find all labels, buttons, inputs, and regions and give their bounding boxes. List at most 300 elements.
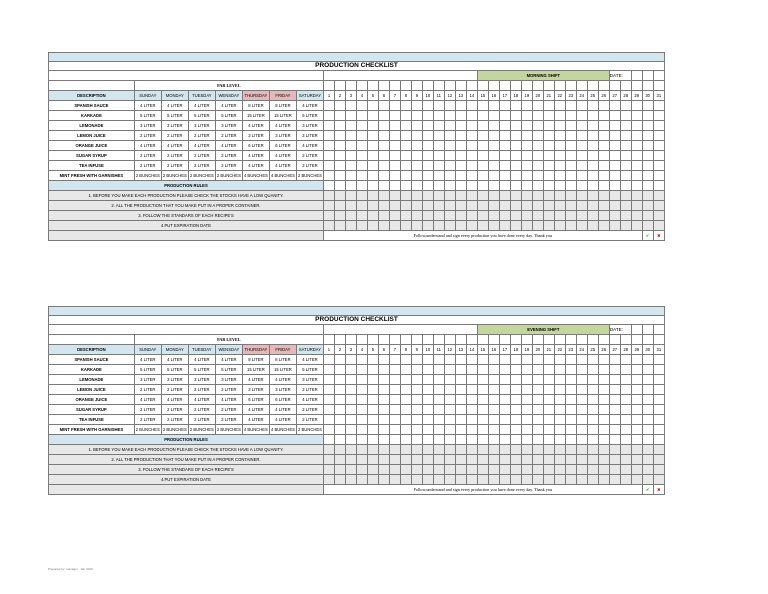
sign-cell[interactable] <box>653 365 664 375</box>
sign-cell[interactable] <box>642 375 653 385</box>
sign-cell[interactable] <box>334 161 345 171</box>
sign-cell[interactable] <box>631 375 642 385</box>
sign-cell[interactable] <box>400 395 411 405</box>
sign-cell[interactable] <box>477 161 488 171</box>
sign-cell[interactable] <box>422 395 433 405</box>
date-field[interactable] <box>653 71 664 81</box>
sign-cell[interactable] <box>620 385 631 395</box>
sign-cell[interactable] <box>565 385 576 395</box>
sign-cell[interactable] <box>400 355 411 365</box>
sign-cell[interactable] <box>455 375 466 385</box>
sign-cell[interactable] <box>587 171 598 181</box>
sign-cell[interactable] <box>554 375 565 385</box>
sign-cell[interactable] <box>378 131 389 141</box>
sign-cell[interactable] <box>422 121 433 131</box>
sign-cell[interactable] <box>587 131 598 141</box>
sign-cell[interactable] <box>609 151 620 161</box>
sign-cell[interactable] <box>466 111 477 121</box>
sign-cell[interactable] <box>543 395 554 405</box>
sign-cell[interactable] <box>521 171 532 181</box>
sign-cell[interactable] <box>356 405 367 415</box>
sign-cell[interactable] <box>532 385 543 395</box>
sign-cell[interactable] <box>411 385 422 395</box>
sign-cell[interactable] <box>565 425 576 435</box>
sign-cell[interactable] <box>499 415 510 425</box>
sign-cell[interactable] <box>400 435 411 445</box>
sign-cell[interactable] <box>345 435 356 445</box>
check-icon[interactable]: ✔ <box>642 485 653 495</box>
sign-cell[interactable] <box>620 181 631 191</box>
sign-cell[interactable] <box>653 111 664 121</box>
sign-cell[interactable] <box>444 425 455 435</box>
sign-cell[interactable] <box>334 141 345 151</box>
sign-cell[interactable] <box>422 151 433 161</box>
sign-cell[interactable] <box>400 171 411 181</box>
sign-cell[interactable] <box>521 151 532 161</box>
sign-cell[interactable] <box>444 161 455 171</box>
sign-cell[interactable] <box>400 161 411 171</box>
sign-cell[interactable] <box>334 365 345 375</box>
sign-cell[interactable] <box>631 161 642 171</box>
sign-cell[interactable] <box>587 405 598 415</box>
sign-cell[interactable] <box>587 395 598 405</box>
sign-cell[interactable] <box>466 395 477 405</box>
sign-cell[interactable] <box>367 151 378 161</box>
sign-cell[interactable] <box>543 415 554 425</box>
sign-cell[interactable] <box>389 131 400 141</box>
sign-cell[interactable] <box>609 405 620 415</box>
sign-cell[interactable] <box>433 375 444 385</box>
sign-cell[interactable] <box>367 121 378 131</box>
sign-cell[interactable] <box>620 171 631 181</box>
sign-cell[interactable] <box>411 435 422 445</box>
sign-cell[interactable] <box>378 405 389 415</box>
sign-cell[interactable] <box>367 131 378 141</box>
sign-cell[interactable] <box>587 385 598 395</box>
sign-cell[interactable] <box>477 101 488 111</box>
sign-cell[interactable] <box>488 355 499 365</box>
sign-cell[interactable] <box>466 161 477 171</box>
sign-cell[interactable] <box>477 375 488 385</box>
sign-cell[interactable] <box>422 171 433 181</box>
sign-cell[interactable] <box>653 161 664 171</box>
sign-cell[interactable] <box>510 375 521 385</box>
sign-cell[interactable] <box>389 415 400 425</box>
sign-cell[interactable] <box>554 151 565 161</box>
sign-cell[interactable] <box>389 385 400 395</box>
sign-cell[interactable] <box>565 101 576 111</box>
sign-cell[interactable] <box>598 131 609 141</box>
sign-cell[interactable] <box>334 405 345 415</box>
sign-cell[interactable] <box>554 355 565 365</box>
sign-cell[interactable] <box>543 121 554 131</box>
sign-cell[interactable] <box>356 425 367 435</box>
sign-cell[interactable] <box>345 151 356 161</box>
sign-cell[interactable] <box>532 101 543 111</box>
sign-cell[interactable] <box>334 111 345 121</box>
sign-cell[interactable] <box>642 355 653 365</box>
sign-cell[interactable] <box>620 161 631 171</box>
sign-cell[interactable] <box>389 151 400 161</box>
sign-cell[interactable] <box>488 161 499 171</box>
sign-cell[interactable] <box>378 141 389 151</box>
sign-cell[interactable] <box>411 355 422 365</box>
sign-cell[interactable] <box>400 131 411 141</box>
sign-cell[interactable] <box>620 151 631 161</box>
sign-cell[interactable] <box>642 171 653 181</box>
sign-cell[interactable] <box>345 415 356 425</box>
sign-cell[interactable] <box>334 415 345 425</box>
sign-cell[interactable] <box>477 131 488 141</box>
sign-cell[interactable] <box>477 435 488 445</box>
sign-cell[interactable] <box>576 435 587 445</box>
sign-cell[interactable] <box>378 415 389 425</box>
sign-cell[interactable] <box>356 355 367 365</box>
sign-cell[interactable] <box>411 415 422 425</box>
sign-cell[interactable] <box>378 395 389 405</box>
sign-cell[interactable] <box>400 151 411 161</box>
sign-cell[interactable] <box>598 385 609 395</box>
sign-cell[interactable] <box>367 161 378 171</box>
sign-cell[interactable] <box>345 121 356 131</box>
sign-cell[interactable] <box>587 425 598 435</box>
sign-cell[interactable] <box>345 405 356 415</box>
sign-cell[interactable] <box>499 141 510 151</box>
sign-cell[interactable] <box>521 111 532 121</box>
sign-cell[interactable] <box>400 365 411 375</box>
sign-cell[interactable] <box>543 365 554 375</box>
sign-cell[interactable] <box>411 131 422 141</box>
sign-cell[interactable] <box>345 131 356 141</box>
sign-cell[interactable] <box>609 181 620 191</box>
sign-cell[interactable] <box>609 171 620 181</box>
sign-cell[interactable] <box>367 141 378 151</box>
sign-cell[interactable] <box>510 435 521 445</box>
sign-cell[interactable] <box>499 395 510 405</box>
date-field[interactable] <box>642 71 653 81</box>
sign-cell[interactable] <box>499 365 510 375</box>
sign-cell[interactable] <box>356 385 367 395</box>
sign-cell[interactable] <box>499 435 510 445</box>
sign-cell[interactable] <box>510 101 521 111</box>
sign-cell[interactable] <box>576 111 587 121</box>
sign-cell[interactable] <box>576 375 587 385</box>
sign-cell[interactable] <box>433 151 444 161</box>
sign-cell[interactable] <box>653 425 664 435</box>
sign-cell[interactable] <box>422 405 433 415</box>
sign-cell[interactable] <box>642 415 653 425</box>
sign-cell[interactable] <box>587 435 598 445</box>
sign-cell[interactable] <box>620 415 631 425</box>
sign-cell[interactable] <box>510 395 521 405</box>
sign-cell[interactable] <box>631 425 642 435</box>
sign-cell[interactable] <box>422 385 433 395</box>
sign-cell[interactable] <box>631 435 642 445</box>
sign-cell[interactable] <box>609 131 620 141</box>
sign-cell[interactable] <box>521 365 532 375</box>
sign-cell[interactable] <box>510 365 521 375</box>
sign-cell[interactable] <box>631 395 642 405</box>
sign-cell[interactable] <box>554 405 565 415</box>
sign-cell[interactable] <box>411 171 422 181</box>
sign-cell[interactable] <box>576 405 587 415</box>
sign-cell[interactable] <box>389 365 400 375</box>
sign-cell[interactable] <box>378 151 389 161</box>
sign-cell[interactable] <box>565 141 576 151</box>
sign-cell[interactable] <box>543 101 554 111</box>
sign-cell[interactable] <box>620 365 631 375</box>
sign-cell[interactable] <box>367 385 378 395</box>
sign-cell[interactable] <box>642 181 653 191</box>
sign-cell[interactable] <box>499 355 510 365</box>
sign-cell[interactable] <box>367 375 378 385</box>
sign-cell[interactable] <box>422 111 433 121</box>
sign-cell[interactable] <box>389 171 400 181</box>
sign-cell[interactable] <box>466 375 477 385</box>
sign-cell[interactable] <box>521 161 532 171</box>
sign-cell[interactable] <box>367 405 378 415</box>
sign-cell[interactable] <box>642 405 653 415</box>
sign-cell[interactable] <box>510 385 521 395</box>
sign-cell[interactable] <box>345 365 356 375</box>
sign-cell[interactable] <box>488 171 499 181</box>
sign-cell[interactable] <box>620 101 631 111</box>
sign-cell[interactable] <box>433 111 444 121</box>
sign-cell[interactable] <box>554 395 565 405</box>
sign-cell[interactable] <box>488 141 499 151</box>
sign-cell[interactable] <box>400 425 411 435</box>
sign-cell[interactable] <box>411 161 422 171</box>
sign-cell[interactable] <box>466 365 477 375</box>
sign-cell[interactable] <box>532 161 543 171</box>
sign-cell[interactable] <box>653 375 664 385</box>
sign-cell[interactable] <box>488 435 499 445</box>
sign-cell[interactable] <box>521 405 532 415</box>
sign-cell[interactable] <box>389 141 400 151</box>
sign-cell[interactable] <box>444 365 455 375</box>
sign-cell[interactable] <box>653 395 664 405</box>
sign-cell[interactable] <box>444 141 455 151</box>
sign-cell[interactable] <box>356 151 367 161</box>
sign-cell[interactable] <box>367 435 378 445</box>
sign-cell[interactable] <box>510 121 521 131</box>
sign-cell[interactable] <box>609 385 620 395</box>
sign-cell[interactable] <box>400 415 411 425</box>
sign-cell[interactable] <box>587 141 598 151</box>
sign-cell[interactable] <box>345 181 356 191</box>
sign-cell[interactable] <box>521 435 532 445</box>
sign-cell[interactable] <box>521 395 532 405</box>
sign-cell[interactable] <box>521 385 532 395</box>
sign-cell[interactable] <box>532 151 543 161</box>
sign-cell[interactable] <box>499 131 510 141</box>
sign-cell[interactable] <box>455 171 466 181</box>
sign-cell[interactable] <box>598 435 609 445</box>
sign-cell[interactable] <box>356 111 367 121</box>
sign-cell[interactable] <box>433 415 444 425</box>
sign-cell[interactable] <box>444 355 455 365</box>
sign-cell[interactable] <box>587 415 598 425</box>
sign-cell[interactable] <box>345 161 356 171</box>
sign-cell[interactable] <box>334 375 345 385</box>
sign-cell[interactable] <box>620 141 631 151</box>
sign-cell[interactable] <box>433 425 444 435</box>
sign-cell[interactable] <box>324 171 335 181</box>
sign-cell[interactable] <box>488 405 499 415</box>
sign-cell[interactable] <box>488 415 499 425</box>
sign-cell[interactable] <box>367 171 378 181</box>
sign-cell[interactable] <box>521 181 532 191</box>
sign-cell[interactable] <box>455 151 466 161</box>
date-field[interactable] <box>653 325 664 335</box>
sign-cell[interactable] <box>488 111 499 121</box>
sign-cell[interactable] <box>400 385 411 395</box>
sign-cell[interactable] <box>334 395 345 405</box>
sign-cell[interactable] <box>642 365 653 375</box>
sign-cell[interactable] <box>543 151 554 161</box>
sign-cell[interactable] <box>345 111 356 121</box>
sign-cell[interactable] <box>389 395 400 405</box>
sign-cell[interactable] <box>653 415 664 425</box>
sign-cell[interactable] <box>466 355 477 365</box>
sign-cell[interactable] <box>488 101 499 111</box>
sign-cell[interactable] <box>653 385 664 395</box>
sign-cell[interactable] <box>510 181 521 191</box>
sign-cell[interactable] <box>543 131 554 141</box>
sign-cell[interactable] <box>620 405 631 415</box>
sign-cell[interactable] <box>631 355 642 365</box>
sign-cell[interactable] <box>543 425 554 435</box>
sign-cell[interactable] <box>477 415 488 425</box>
sign-cell[interactable] <box>411 111 422 121</box>
sign-cell[interactable] <box>653 171 664 181</box>
sign-cell[interactable] <box>510 131 521 141</box>
sign-cell[interactable] <box>642 395 653 405</box>
sign-cell[interactable] <box>411 375 422 385</box>
sign-cell[interactable] <box>598 375 609 385</box>
sign-cell[interactable] <box>510 151 521 161</box>
sign-cell[interactable] <box>345 141 356 151</box>
sign-cell[interactable] <box>444 375 455 385</box>
sign-cell[interactable] <box>466 181 477 191</box>
sign-cell[interactable] <box>400 101 411 111</box>
sign-cell[interactable] <box>598 101 609 111</box>
sign-cell[interactable] <box>356 131 367 141</box>
sign-cell[interactable] <box>367 365 378 375</box>
sign-cell[interactable] <box>499 111 510 121</box>
sign-cell[interactable] <box>554 435 565 445</box>
sign-cell[interactable] <box>334 101 345 111</box>
sign-cell[interactable] <box>521 415 532 425</box>
sign-cell[interactable] <box>400 181 411 191</box>
sign-cell[interactable] <box>411 121 422 131</box>
sign-cell[interactable] <box>631 405 642 415</box>
sign-cell[interactable] <box>411 141 422 151</box>
sign-cell[interactable] <box>653 141 664 151</box>
sign-cell[interactable] <box>323 435 334 445</box>
sign-cell[interactable] <box>389 405 400 415</box>
sign-cell[interactable] <box>378 121 389 131</box>
sign-cell[interactable] <box>642 141 653 151</box>
sign-cell[interactable] <box>609 101 620 111</box>
sign-cell[interactable] <box>565 131 576 141</box>
sign-cell[interactable] <box>642 385 653 395</box>
sign-cell[interactable] <box>543 181 554 191</box>
sign-cell[interactable] <box>466 425 477 435</box>
sign-cell[interactable] <box>565 151 576 161</box>
sign-cell[interactable] <box>324 121 335 131</box>
sign-cell[interactable] <box>642 101 653 111</box>
sign-cell[interactable] <box>598 181 609 191</box>
sign-cell[interactable] <box>323 415 334 425</box>
sign-cell[interactable] <box>620 425 631 435</box>
sign-cell[interactable] <box>565 171 576 181</box>
sign-cell[interactable] <box>345 425 356 435</box>
sign-cell[interactable] <box>521 121 532 131</box>
sign-cell[interactable] <box>334 121 345 131</box>
sign-cell[interactable] <box>411 181 422 191</box>
sign-cell[interactable] <box>653 151 664 161</box>
sign-cell[interactable] <box>565 161 576 171</box>
sign-cell[interactable] <box>576 365 587 375</box>
sign-cell[interactable] <box>598 395 609 405</box>
sign-cell[interactable] <box>576 171 587 181</box>
sign-cell[interactable] <box>466 101 477 111</box>
sign-cell[interactable] <box>587 101 598 111</box>
sign-cell[interactable] <box>466 435 477 445</box>
sign-cell[interactable] <box>543 375 554 385</box>
sign-cell[interactable] <box>510 415 521 425</box>
sign-cell[interactable] <box>367 111 378 121</box>
sign-cell[interactable] <box>587 151 598 161</box>
sign-cell[interactable] <box>334 181 345 191</box>
sign-cell[interactable] <box>554 141 565 151</box>
sign-cell[interactable] <box>345 395 356 405</box>
sign-cell[interactable] <box>642 131 653 141</box>
sign-cell[interactable] <box>345 355 356 365</box>
sign-cell[interactable] <box>554 181 565 191</box>
sign-cell[interactable] <box>576 395 587 405</box>
sign-cell[interactable] <box>499 405 510 415</box>
sign-cell[interactable] <box>324 131 335 141</box>
sign-cell[interactable] <box>543 161 554 171</box>
sign-cell[interactable] <box>642 151 653 161</box>
sign-cell[interactable] <box>499 101 510 111</box>
sign-cell[interactable] <box>389 355 400 365</box>
sign-cell[interactable] <box>466 171 477 181</box>
sign-cell[interactable] <box>532 181 543 191</box>
sign-cell[interactable] <box>631 415 642 425</box>
sign-cell[interactable] <box>433 181 444 191</box>
sign-cell[interactable] <box>499 121 510 131</box>
sign-cell[interactable] <box>477 121 488 131</box>
sign-cell[interactable] <box>378 365 389 375</box>
sign-cell[interactable] <box>609 365 620 375</box>
cross-icon[interactable]: ✖ <box>653 231 664 241</box>
sign-cell[interactable] <box>631 141 642 151</box>
sign-cell[interactable] <box>642 435 653 445</box>
sign-cell[interactable] <box>466 141 477 151</box>
sign-cell[interactable] <box>642 161 653 171</box>
sign-cell[interactable] <box>642 121 653 131</box>
sign-cell[interactable] <box>609 395 620 405</box>
sign-cell[interactable] <box>411 425 422 435</box>
sign-cell[interactable] <box>444 181 455 191</box>
sign-cell[interactable] <box>642 425 653 435</box>
sign-cell[interactable] <box>334 151 345 161</box>
sign-cell[interactable] <box>653 101 664 111</box>
sign-cell[interactable] <box>609 375 620 385</box>
